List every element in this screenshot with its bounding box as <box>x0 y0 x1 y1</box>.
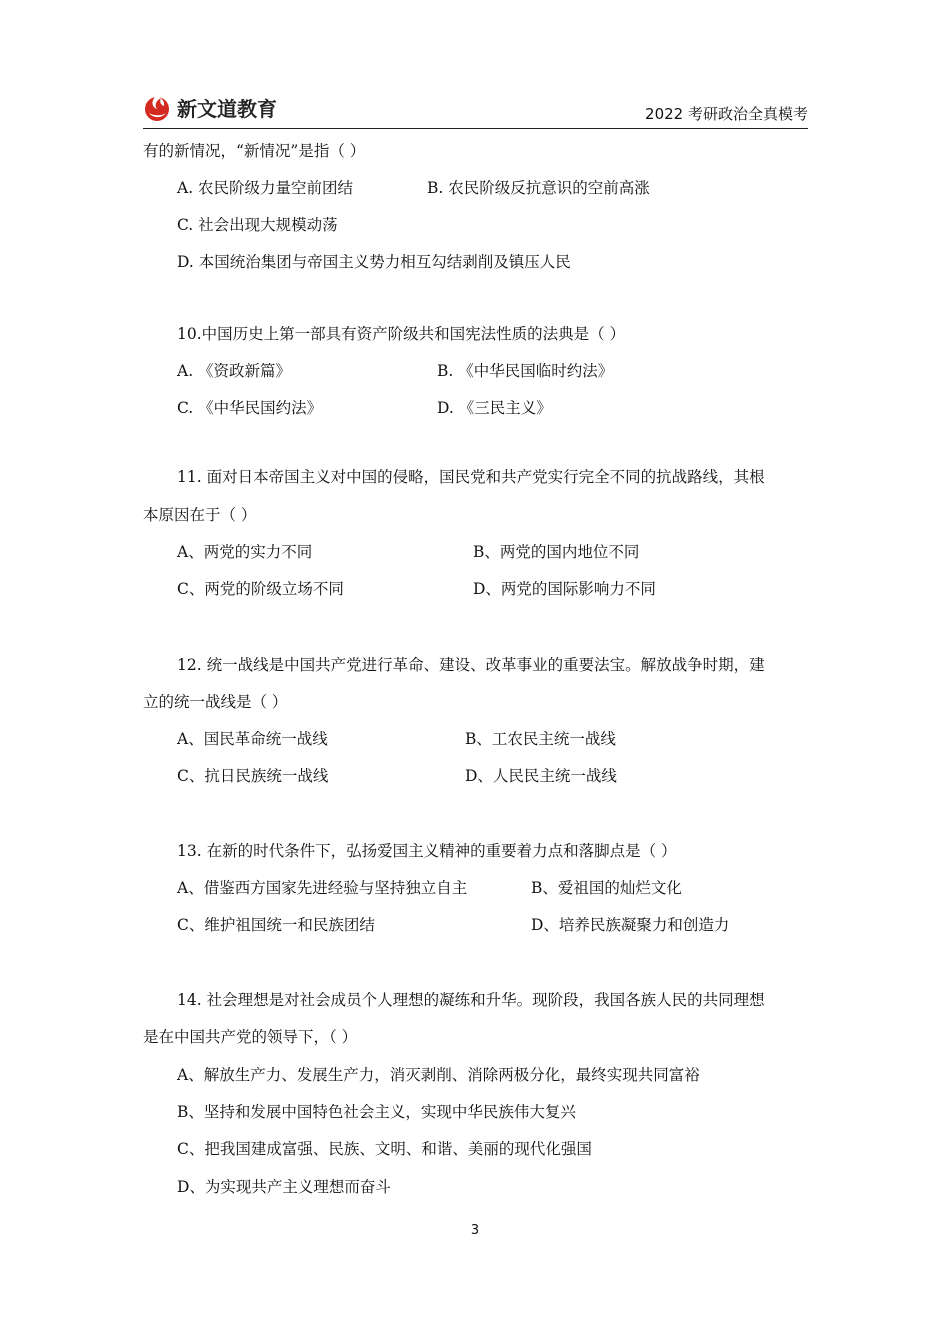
q13-stem: 13. 在新的时代条件下，弘扬爱国主义精神的重要着力点和落脚点是（ ） <box>177 842 677 860</box>
q9-stem-tail: 有的新情况，“新情况”是指（ ） <box>143 142 366 160</box>
q11-option-d: D、两党的国际影响力不同 <box>473 580 656 598</box>
q10-option-d: D. 《三民主义》 <box>437 399 552 417</box>
q11-stem-line2: 本原因在于（ ） <box>143 506 257 524</box>
q14-option-b: B、坚持和发展中国特色社会主义，实现中华民族伟大复兴 <box>177 1103 576 1121</box>
q10-stem: 10.中国历史上第一部具有资产阶级共和国宪法性质的法典是（ ） <box>177 325 626 343</box>
q14-stem-line1: 14. 社会理想是对社会成员个人理想的凝练和升华。现阶段，我国各族人民的共同理想 <box>177 991 765 1009</box>
q13-option-a: A、借鉴西方国家先进经验与坚持独立自主 <box>177 879 468 897</box>
q12-option-d: D、人民民主统一战线 <box>465 767 617 785</box>
q12-stem-line1: 12. 统一战线是中国共产党进行革命、建设、改革事业的重要法宝。解放战争时期，建 <box>177 656 765 674</box>
exam-title: 2022 考研政治全真模考 <box>645 105 808 123</box>
q12-option-c: C、抗日民族统一战线 <box>177 767 329 785</box>
q12-stem-line2: 立的统一战线是（ ） <box>143 693 288 711</box>
q12-option-a: A、国民革命统一战线 <box>177 730 328 748</box>
q9-option-c: C. 社会出现大规模动荡 <box>177 216 338 234</box>
q10-option-b: B. 《中华民国临时约法》 <box>437 362 614 380</box>
q13-option-c: C、维护祖国统一和民族团结 <box>177 916 375 934</box>
page-number: 3 <box>470 1223 480 1238</box>
q9-option-b: B. 农民阶级反抗意识的空前高涨 <box>427 179 650 197</box>
q14-option-a: A、解放生产力、发展生产力，消灭剥削、消除两极分化，最终实现共同富裕 <box>177 1066 700 1084</box>
brand-logo <box>143 90 277 124</box>
q14-option-c: C、把我国建成富强、民族、文明、和谐、美丽的现代化强国 <box>177 1140 592 1158</box>
logo-text: 新文道教育 <box>177 96 277 121</box>
q14-stem-line2: 是在中国共产党的领导下，（ ） <box>143 1028 358 1046</box>
q11-option-a: A、两党的实力不同 <box>177 543 313 561</box>
q13-option-b: B、爱祖国的灿烂文化 <box>531 879 682 897</box>
q13-option-d: D、培养民族凝聚力和创造力 <box>531 916 730 934</box>
q10-option-c: C. 《中华民国约法》 <box>177 399 323 417</box>
page-header <box>143 88 808 129</box>
q14-option-d: D、为实现共产主义理想而奋斗 <box>177 1178 391 1196</box>
q11-stem-line1: 11. 面对日本帝国主义对中国的侵略，国民党和共产党实行完全不同的抗战路线，其根 <box>177 468 765 486</box>
q10-option-a: A. 《资政新篇》 <box>177 362 292 380</box>
q11-option-c: C、两党的阶级立场不同 <box>177 580 344 598</box>
q12-option-b: B、工农民主统一战线 <box>465 730 616 748</box>
q9-option-a: A. 农民阶级力量空前团结 <box>177 179 354 197</box>
q9-option-d: D. 本国统治集团与帝国主义势力相互勾结剥削及镇压人民 <box>177 253 571 271</box>
q11-option-b: B、两党的国内地位不同 <box>473 543 640 561</box>
flame-logo-icon <box>143 91 173 123</box>
